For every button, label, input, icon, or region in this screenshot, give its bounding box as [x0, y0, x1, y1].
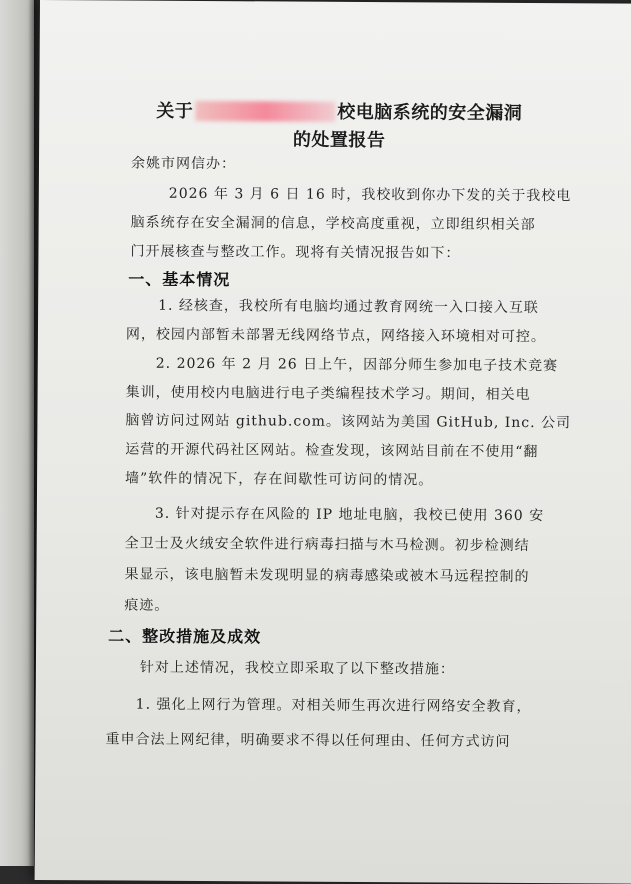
- salutation: 余姚市网信办：: [130, 155, 237, 173]
- section-heading-basic: 一、基本情况: [128, 269, 231, 290]
- document-title-line-1: [39, 96, 631, 126]
- paragraph-line: 果显示，该电脑暂未发现明显的病毒感染或被木马远程控制的: [124, 566, 530, 586]
- document-title-line-2: 的处置报告: [292, 129, 386, 152]
- section-heading-measures: 二、整改措施及成效: [108, 626, 262, 647]
- paragraph-line: 墙”软件的情况下，存在间歇性可访问的情况。: [125, 470, 434, 489]
- paragraph-line: 运营的开源代码社区网站。检查发现，该网站目前在不使用“翻: [125, 441, 539, 461]
- paragraph-line: 2026 年 3 月 6 日 16 时，我校收到你办下发的关于我校电: [168, 185, 572, 205]
- title-suffix: 校电脑系统的安全漏洞: [337, 101, 523, 124]
- paragraph-line: 脑系统存在安全漏洞的信息，学校高度重视，立即组织相关部: [130, 214, 536, 234]
- paragraph-line: 针对上述情况，我校立即采取了以下整改措施：: [139, 659, 455, 678]
- paragraph-line: 痕迹。: [124, 597, 170, 614]
- document-page: [35, 0, 631, 884]
- paragraph-line: 2. 2026 年 2 月 26 日上午，因部分师生参加电子技术竞赛: [155, 355, 559, 375]
- redacted-school-name: [195, 101, 335, 122]
- paragraph-line: 重申合法上网纪律，明确要求不得以任何理由、任何方式访问: [105, 731, 511, 750]
- paragraph-line: 集训，使用校内电脑进行电子类编程技术学习。期间，相关电: [125, 384, 531, 404]
- paragraph-line: 1. 强化上网行为管理。对相关师生再次进行网络安全教育，: [135, 696, 532, 716]
- paragraph-line: 脑曾访问过网站 github.com。该网站为美国 GitHub, Inc. 公司: [125, 412, 572, 432]
- paragraph-line: 3. 针对提示存在风险的 IP 地址电脑，我校已使用 360 安: [154, 505, 545, 525]
- paragraph-line: 网，校园内部暂未部署无线网络节点，网络接入环境相对可控。: [125, 326, 546, 346]
- paragraph-line: 1. 经核查，我校所有电脑均通过教育网统一入口接入互联: [158, 297, 539, 317]
- title-prefix: 关于: [156, 100, 194, 122]
- paragraph-line: 全卫士及火绒安全软件进行病毒扫描与木马检测。初步检测结: [124, 535, 530, 555]
- paragraph-line: 门开展核查与整改工作。现将有关情况报告如下：: [130, 243, 461, 262]
